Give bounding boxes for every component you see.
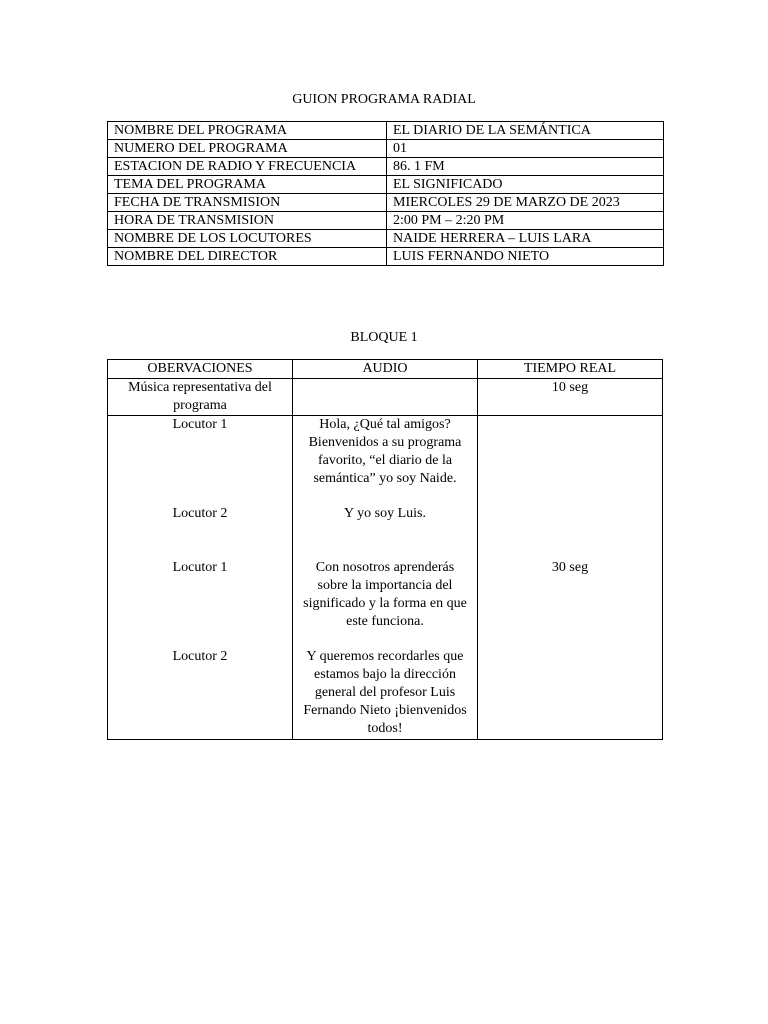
program-info-table [107, 121, 664, 266]
table-row [108, 416, 663, 740]
speaker-label: Locutor 2 [172, 649, 228, 664]
observaciones-cell: Música representativa del programa [108, 379, 293, 416]
table-row [108, 248, 664, 266]
audio-line: Hola, ¿Qué tal amigos? Bienvenidos a su programa favorito, “el diario de la semántica” yo soy Naide. [308, 417, 462, 486]
table-row [108, 194, 664, 212]
info-value: NAIDE HERRERA – LUIS LARA [387, 230, 664, 248]
info-label: NOMBRE DEL DIRECTOR [108, 248, 387, 266]
column-header-tiempo-real: TIEMPO REAL [478, 360, 663, 379]
table-row [108, 122, 664, 140]
audio-cell [293, 416, 478, 740]
audio-line: Con nosotros aprenderás sobre la importancia del significado y la forma en que este funciona. [303, 560, 467, 629]
info-value: 01 [387, 140, 664, 158]
table-row [108, 158, 664, 176]
info-label: NOMBRE DE LOS LOCUTORES [108, 230, 387, 248]
column-header-audio: AUDIO [293, 360, 478, 379]
table-header-row [108, 360, 663, 379]
speaker-label: Locutor 1 [172, 560, 228, 575]
info-value: LUIS FERNANDO NIETO [387, 248, 664, 266]
table-row [108, 140, 664, 158]
info-value: EL DIARIO DE LA SEMÁNTICA [387, 122, 664, 140]
info-label: ESTACION DE RADIO Y FRECUENCIA [108, 158, 387, 176]
tiempo-value: 30 seg [551, 560, 589, 575]
bloque-script-table [107, 359, 663, 740]
info-value: MIERCOLES 29 DE MARZO DE 2023 [387, 194, 664, 212]
speaker-label: Locutor 1 [172, 417, 228, 432]
document-title: GUION PROGRAMA RADIAL [292, 92, 476, 107]
table-row [108, 379, 663, 416]
bloque-title: BLOQUE 1 [350, 330, 418, 345]
info-value: 86. 1 FM [387, 158, 664, 176]
table-row [108, 230, 664, 248]
info-label: HORA DE TRANSMISION [108, 212, 387, 230]
info-label: NUMERO DEL PROGRAMA [108, 140, 387, 158]
tiempo-cell [478, 416, 663, 740]
info-value: 2:00 PM – 2:20 PM [387, 212, 664, 230]
speaker-label: Locutor 2 [172, 506, 228, 521]
info-label: NOMBRE DEL PROGRAMA [108, 122, 387, 140]
table-row [108, 212, 664, 230]
observaciones-cell [108, 416, 293, 740]
info-value: EL SIGNIFICADO [387, 176, 664, 194]
audio-line: Y queremos recordarles que estamos bajo la dirección general del profesor Luis Fernando Nieto ¡bienvenidos todos! [303, 649, 467, 736]
table-row [108, 176, 664, 194]
info-label: TEMA DEL PROGRAMA [108, 176, 387, 194]
info-label: FECHA DE TRANSMISION [108, 194, 387, 212]
tiempo-cell: 10 seg [478, 379, 663, 416]
audio-cell [293, 379, 478, 416]
audio-line: Y yo soy Luis. [344, 506, 426, 521]
column-header-observaciones: OBERVACIONES [108, 360, 293, 379]
